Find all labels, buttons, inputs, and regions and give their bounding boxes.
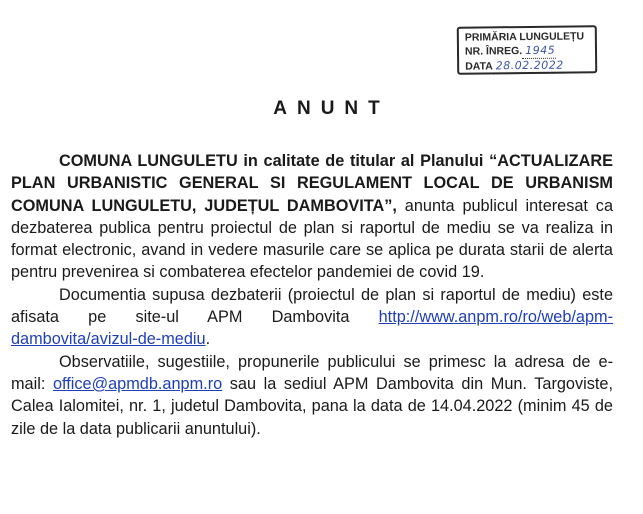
paragraph-2-text: Documentia supusa dezbaterii (proiectul de plan si raportul de mediu) este afisata pe site-ul APM Dambovita bbox=[11, 285, 613, 327]
stamp-registration-row bbox=[465, 43, 589, 59]
paragraph-3 bbox=[11, 351, 613, 440]
paragraph-3-text-before: Observatiile, sugestiile, propunerile publicului se primesc la adresa de e-mail: bbox=[11, 352, 613, 393]
page-title: ANUNT bbox=[273, 98, 390, 119]
paragraph-1 bbox=[11, 150, 613, 284]
stamp-registration-number: 1945 bbox=[525, 43, 556, 58]
registration-stamp bbox=[457, 25, 597, 74]
stamp-institution: PRIMĂRIA LUNGULEȚU bbox=[464, 30, 585, 44]
stamp-registration-label: NR. ÎNREG. bbox=[464, 45, 523, 58]
apm-website-link[interactable]: http://www.anpm.ro/ro/web/apm-dambovita/avizul-de-mediu bbox=[11, 308, 613, 349]
announcement-body bbox=[11, 150, 613, 440]
paragraph-3-text-after: sau la sediul APM Dambovita din Mun. Targoviste, Calea Ialomitei, nr. 1, judetul Dambovita, pana la data de 14.04.2022 (minim 45 de zile de la data publicarii anuntului). bbox=[11, 374, 613, 438]
email-link[interactable]: office@apmdb.anpm.ro bbox=[52, 374, 223, 393]
paragraph-2 bbox=[11, 284, 613, 351]
paragraph-2-end: . bbox=[205, 330, 211, 349]
stamp-date-value: 28.02.2022 bbox=[495, 58, 564, 73]
paragraph-1-text: anunta publicul interesat ca dezbaterea publica pentru proiectul de plan si raportul de mediu se va realiza in format electronic, avand in vedere masurile care se aplica pe durata starii de alerta pentru prevenirea si combaterea efectelor pandemiei de covid 19. bbox=[11, 196, 614, 282]
paragraph-1-bold-lead: COMUNA LUNGULETU in calitate de titular al Planului “ACTUALIZARE PLAN URBANISTIC GENERAL SI REGULAMENT LOCAL DE URBANISM COMUNA LUNGULETU, JUDEȚUL DAMBOVITA”, bbox=[11, 152, 613, 215]
stamp-date-row bbox=[465, 58, 589, 74]
stamp-date-label: DATA bbox=[465, 60, 493, 73]
